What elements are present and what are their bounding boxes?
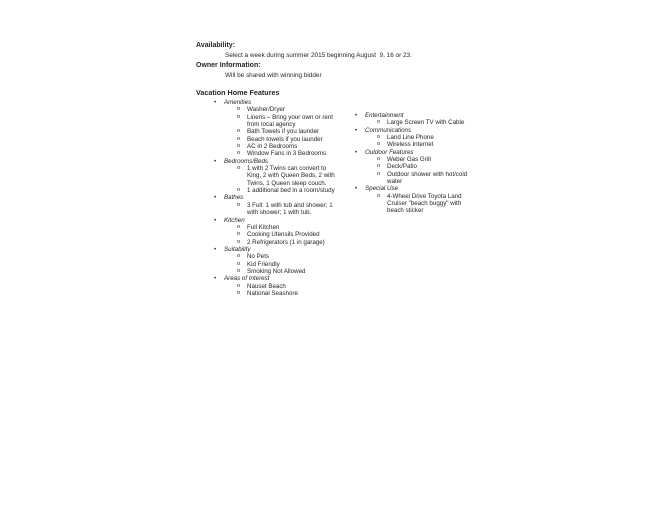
feature-item (206, 239, 356, 246)
feature-item-text: Full Kitchen (247, 223, 280, 231)
feature-item (347, 171, 487, 186)
feature-item (206, 106, 356, 113)
circle-bullet-icon: o (237, 260, 241, 267)
feature-section (206, 217, 356, 246)
feature-section-header (206, 158, 356, 165)
bullet-icon: • (355, 112, 358, 119)
feature-item (206, 283, 356, 290)
feature-item (347, 163, 487, 170)
feature-item-text: National Seashore (247, 289, 298, 297)
feature-item (206, 202, 356, 217)
bullet-icon: • (214, 157, 217, 165)
feature-item-text: Beach towels if you launder (247, 135, 323, 143)
feature-section-title: Bathes (224, 194, 244, 202)
feature-section (347, 127, 487, 149)
feature-section (206, 158, 356, 195)
feature-item-text: Deck/Patio (387, 163, 417, 171)
feature-section (206, 194, 356, 216)
availability-text: Select a week during summer 2015 beginning August 9, 16 or 23. (225, 52, 412, 59)
feature-section-header (206, 217, 356, 224)
feature-item (347, 134, 487, 141)
bullet-icon: • (355, 148, 358, 156)
circle-bullet-icon: o (237, 135, 241, 142)
bullet-icon: • (214, 99, 217, 106)
feature-item-text: No Pets (247, 253, 270, 261)
feature-item (347, 141, 487, 148)
feature-section (347, 112, 487, 127)
circle-bullet-icon: o (237, 143, 241, 150)
owner-information-text: Will be shared with winning bidder (225, 72, 322, 79)
feature-item-text: 4-Wheel Drive Toyota Land Cruiser "beach buggy" with beach sticker (387, 192, 462, 215)
features-column-right (347, 112, 487, 215)
feature-section-header (206, 194, 356, 201)
feature-item (206, 290, 356, 297)
circle-bullet-icon: o (237, 253, 241, 260)
bullet-icon: • (355, 126, 358, 134)
feature-section-header (347, 149, 487, 156)
feature-item (206, 136, 356, 143)
feature-section-header (206, 275, 356, 282)
feature-section (347, 149, 487, 186)
features-title: Vacation Home Features (196, 88, 280, 97)
feature-item-text: AC in 2 Bedrooms (247, 143, 298, 151)
header-block (196, 41, 412, 81)
feature-item (206, 231, 356, 238)
feature-item-text: 2 Refrigerators (1 in garage) (247, 238, 325, 246)
availability-heading: Availability: (196, 42, 236, 49)
feature-item (347, 193, 487, 215)
circle-bullet-icon: o (237, 201, 241, 208)
feature-section-title: Special Use (365, 185, 399, 193)
feature-section (347, 185, 487, 214)
circle-bullet-icon: o (237, 128, 241, 135)
feature-section (206, 275, 356, 297)
circle-bullet-icon: o (237, 267, 241, 274)
feature-section-title: Amenities (224, 99, 252, 106)
feature-section (206, 246, 356, 275)
feature-item-text: Linens – Bring your own or rent from local agency (247, 113, 333, 129)
bullet-icon: • (214, 194, 217, 202)
feature-item (206, 268, 356, 275)
feature-item-text: Bath Towels if you launder (247, 128, 320, 136)
feature-item-text: Nauset Beach (247, 282, 286, 290)
bullet-icon: • (214, 275, 217, 283)
feature-section-title: Areas of Interest (224, 275, 270, 283)
circle-bullet-icon: o (237, 282, 241, 289)
feature-item (206, 261, 356, 268)
feature-item-text: 1 with 2 Twins can convert to King, 2 with Queen Beds, 2 with Twins, 1 Queen sleep couch. (247, 165, 335, 187)
feature-section-title: Suitability (224, 245, 251, 253)
circle-bullet-icon: o (237, 238, 241, 245)
feature-item-text: Wireless Internet (387, 141, 434, 149)
circle-bullet-icon: o (237, 106, 241, 113)
circle-bullet-icon: o (377, 163, 381, 170)
circle-bullet-icon: o (377, 119, 381, 126)
feature-item (206, 253, 356, 260)
feature-item (347, 119, 487, 126)
circle-bullet-icon: o (237, 223, 241, 230)
feature-section-title: Communications (365, 126, 412, 134)
feature-item-text: Large Screen TV with Cable (387, 119, 465, 127)
circle-bullet-icon: o (237, 150, 241, 157)
feature-section-header (347, 112, 487, 119)
circle-bullet-icon: o (377, 141, 381, 148)
feature-section-title: Bedrooms/Beds (224, 157, 269, 165)
circle-bullet-icon: o (237, 231, 241, 238)
circle-bullet-icon: o (377, 192, 381, 199)
feature-item-text: 3 Full: 1 with tub and shower; 1 with shower; 1 with tub. (247, 201, 333, 217)
circle-bullet-icon: o (237, 289, 241, 296)
feature-section (206, 99, 356, 158)
owner-information-heading: Owner Information: (196, 62, 261, 69)
circle-bullet-icon: o (377, 170, 381, 177)
bullet-icon: • (355, 185, 358, 193)
feature-item-text: Kid Friendly (247, 260, 280, 268)
circle-bullet-icon: o (237, 113, 241, 120)
features-column-left (206, 99, 356, 297)
feature-item-text: Land Line Phone (387, 134, 434, 142)
feature-section-header (206, 99, 356, 106)
feature-item-text: Outdoor shower with hot/cold water (387, 170, 468, 186)
feature-item (206, 165, 356, 187)
feature-item-text: Weber Gas Grill (387, 156, 431, 164)
feature-item (206, 150, 356, 157)
feature-section-header (206, 246, 356, 253)
feature-section-header (347, 185, 487, 192)
circle-bullet-icon: o (377, 156, 381, 163)
feature-section-header (347, 127, 487, 134)
feature-item (206, 187, 356, 194)
circle-bullet-icon: o (237, 165, 241, 172)
feature-item (206, 143, 356, 150)
circle-bullet-icon: o (377, 134, 381, 141)
feature-section-title: Outdoor Features (365, 148, 414, 156)
feature-item (206, 128, 356, 135)
feature-section-title: Kitchen (224, 216, 245, 224)
feature-item (206, 114, 356, 129)
feature-section-title: Entertainment (365, 112, 404, 119)
feature-item (206, 224, 356, 231)
feature-item-text: 1 additional bed in a room/study (247, 187, 335, 195)
bullet-icon: • (214, 216, 217, 224)
feature-item (347, 156, 487, 163)
feature-item-text: Cooking Utensils Provided (247, 231, 320, 239)
feature-item-text: Washer/Dryer (247, 106, 285, 114)
circle-bullet-icon: o (237, 187, 241, 194)
feature-item-text: Smoking Not Allowed (247, 267, 306, 275)
feature-item-text: Window Fans in 3 Bedrooms (247, 150, 327, 158)
bullet-icon: • (214, 245, 217, 253)
